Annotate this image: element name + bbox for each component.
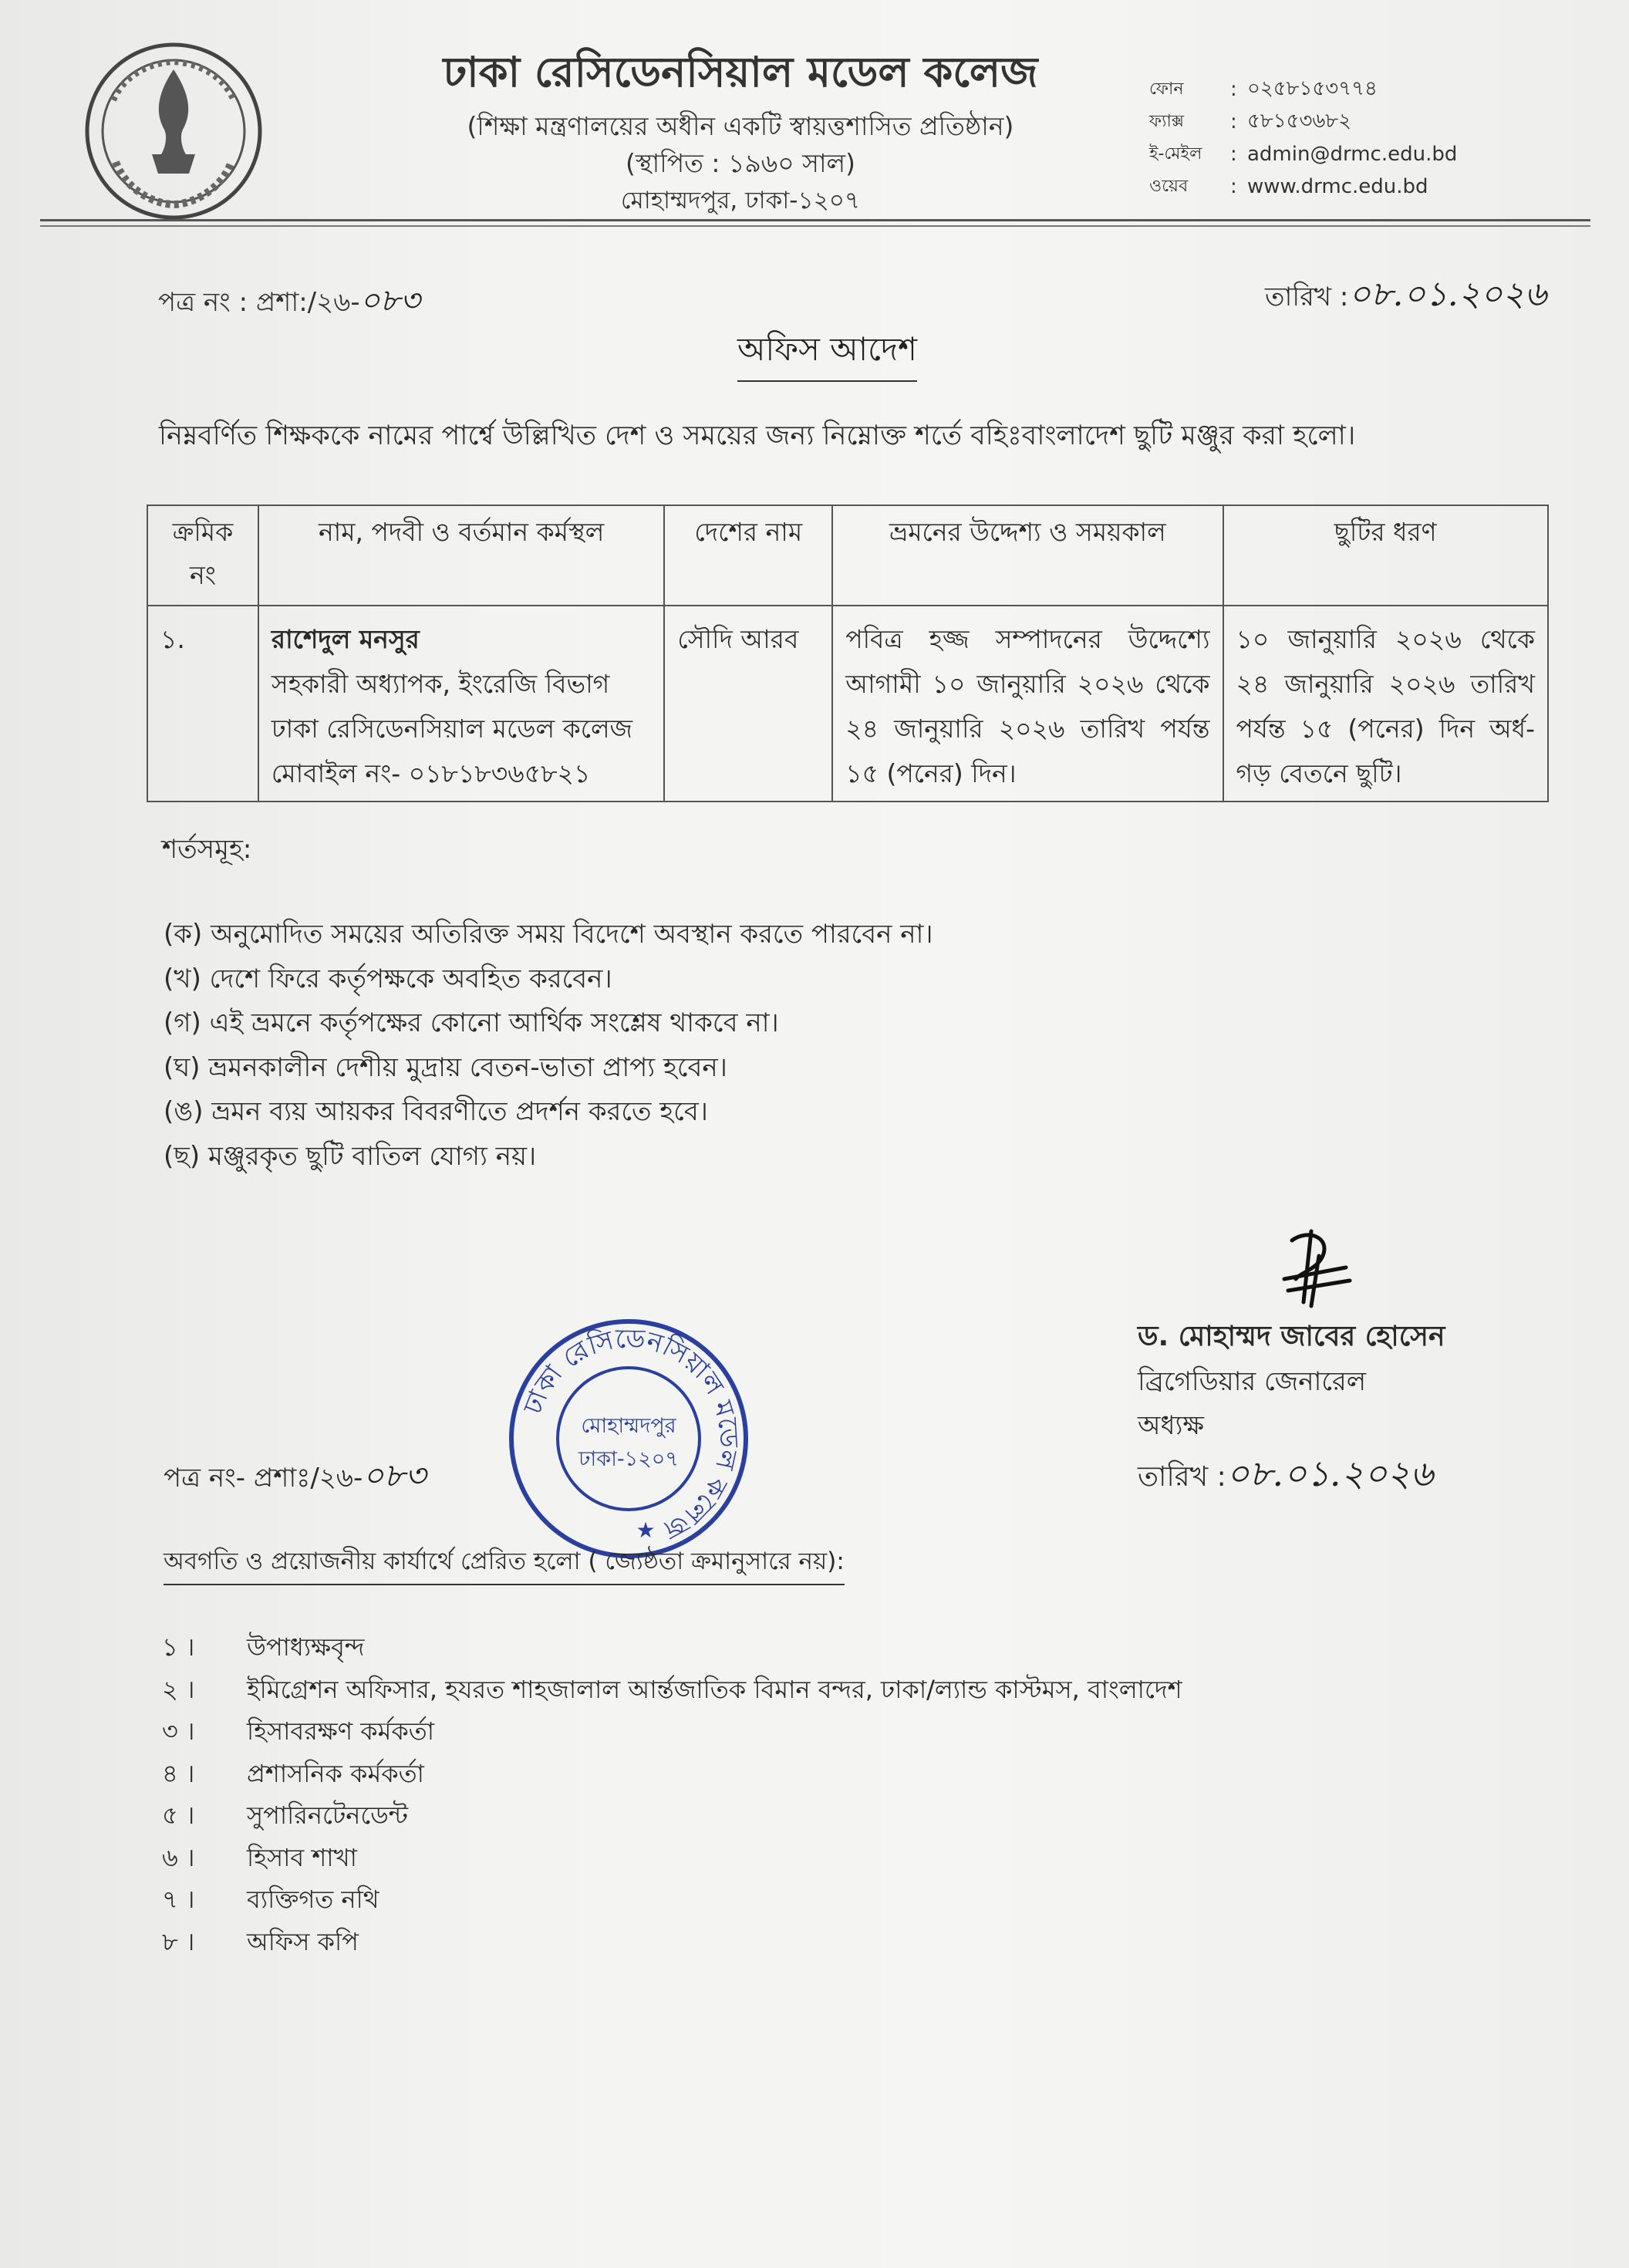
contact-block [1149, 73, 1519, 203]
signatory-post: অধ্যক্ষ [1138, 1410, 1204, 1441]
forwarding-heading: অবগতি ও প্রয়োজনীয় কার্যার্থে প্রেরিত হলো ( জ্যেষ্ঠতা ক্রমানুসারে নয়): [164, 1543, 845, 1585]
col-purpose: ভ্রমনের উদ্দেশ্য ও সময়কাল [832, 505, 1223, 606]
svg-text:★: ★ [636, 1517, 656, 1543]
list-item: ৪ । প্রশাসনিক কর্মকর্তা [162, 1758, 424, 1788]
cell-country: সৌদি আরব [664, 606, 832, 802]
col-country: দেশের নাম [664, 505, 832, 606]
contact-web: ওয়েব : www.drmc.edu.bd [1149, 175, 1428, 198]
office-order-title: অফিস আদেশ [737, 324, 917, 382]
conditions-heading: শর্তসমূহ: [162, 834, 252, 865]
teacher-workplace: ঢাকা রেসিডেনসিয়াল মডেল কলেজ [271, 714, 633, 744]
condition-item: (ঙ) ভ্রমন ব্যয় আয়কর বিবরণীতে প্রদর্শন করতে হবে। [164, 1096, 708, 1127]
leave-table [147, 505, 1549, 802]
cell-leave-type: ১০ জানুয়ারি ২০২৬ থেকে ২৪ জানুয়ারি ২০২৬ তারিখ পর্যন্ত ১৫ (পনের) দিন অর্ধ-গড় বেতনে ছুটি। [1223, 606, 1548, 802]
college-subtitle: (শিক্ষা মন্ত্রণালয়ের অধীন একটি স্বায়ত্তশাসিত প্রতিষ্ঠান) [467, 111, 1014, 141]
teacher-designation: সহকারী অধ্যাপক, ইংরেজি বিভাগ [271, 669, 610, 699]
table-row [147, 606, 1548, 802]
header-rule [40, 219, 1590, 221]
cell-serial: ১. [147, 606, 258, 802]
memo-date: তারিখ :০৮.০১.২০২৬ [1265, 275, 1547, 314]
list-item: ৭ । ব্যক্তিগত নথি [162, 1885, 379, 1914]
memo-number: পত্র নং : প্রশা:/২৬-০৮৩ [158, 283, 420, 319]
svg-text:মোহাম্মদপুর: মোহাম্মদপুর [581, 1414, 676, 1438]
college-name: ঢাকা রেসিডেনসিয়াল মডেল কলেজ [443, 48, 1038, 96]
table-header-row [147, 505, 1548, 606]
distribution-list [162, 1626, 1182, 1963]
col-serial: ক্রমিক নং [147, 505, 258, 606]
list-item: ৬ । হিসাব শাখা [162, 1842, 357, 1872]
condition-item: (ছ) মঞ্জুরকৃত ছুটি বাতিল যোগ্য নয়। [164, 1140, 537, 1172]
signatory-date: তারিখ :০৮.০১.২০২৬ [1138, 1453, 1434, 1494]
condition-item: (গ) এই ভ্রমনে কর্তৃপক্ষের কোনো আর্থিক সংশ্লেষ থাকবে না। [164, 1007, 779, 1038]
svg-text:ঢাকা-১২০৭: ঢাকা-১২০৭ [578, 1447, 679, 1471]
contact-fax: ফ্যাক্স : ৫৮১৫৩৬৮২ [1149, 110, 1352, 133]
list-item: ৩ । হিসাবরক্ষণ কর্মকর্তা [162, 1716, 435, 1746]
contact-email: ই-মেইল : admin@drmc.edu.bd [1149, 143, 1458, 166]
list-item: ১ । উপাধ্যক্ষবৃন্দ [162, 1632, 365, 1662]
college-established: (স্থাপিত : ১৯৬০ সাল) [625, 148, 856, 178]
list-item: ৫ । সুপারিনটেনডেন্ট [162, 1801, 408, 1830]
list-item: ৮ । অফিস কপি [162, 1926, 359, 1956]
intro-paragraph: নিম্নবর্ণিত শিক্ষককে নামের পার্শ্বে উল্লিখিত দেশ ও সময়ের জন্য নিম্নোক্ত শর্তে বহিঃবাংলাদেশ ছুটি মঞ্জুর করা হলো। [159, 420, 1356, 451]
college-logo [81, 39, 266, 224]
college-seal-stamp [505, 1315, 752, 1562]
signatory-rank: ব্রিগেডিয়ার জেনারেল [1138, 1366, 1367, 1397]
teacher-mobile: মোবাইল নং- ০১৮১৮৩৬৫৮২১ [271, 758, 591, 788]
signatory-name: ড. মোহাম্মদ জাবের হোসেন [1138, 1321, 1445, 1352]
col-leave-type: ছুটির ধরণ [1223, 505, 1548, 606]
condition-item: (খ) দেশে ফিরে কর্তৃপক্ষকে অবহিত করবেন। [164, 963, 612, 994]
condition-item: (ঘ) ভ্রমনকালীন দেশীয় মুদ্রায় বেতন-ভাতা প্রাপ্য হবেন। [164, 1051, 727, 1083]
header-rule-thin [40, 225, 1590, 227]
list-item: ২ । ইমিগ্রেশন অফিসার, হযরত শাহজালাল আর্ন্তজাতিক বিমান বন্দর, ঢাকা/ল্যান্ড কাস্টমস, বাংলাদেশ [162, 1674, 1182, 1704]
cell-name [258, 606, 664, 802]
col-name: নাম, পদবী ও বর্তমান কর্মস্থল [258, 505, 664, 606]
handwritten-signature [1269, 1225, 1361, 1310]
condition-item: (ক) অনুমোদিত সময়ের অতিরিক্ত সময় বিদেশে অবস্থান করতে পারবেন না। [164, 919, 933, 950]
cell-purpose: পবিত্র হজ্জ সম্পাদনের উদ্দেশ্যে আগামী ১০ জানুয়ারি ২০২৬ থেকে ২৪ জানুয়ারি ২০২৬ তারিখ পর্যন্ত ১৫ (পনের) দিন। [832, 606, 1223, 802]
college-address: মোহাম্মদপুর, ঢাকা-১২০৭ [620, 187, 861, 214]
teacher-name: রাশেদুল মনসুর [271, 624, 420, 654]
svg-text:ঢাকা রেসিডেনসিয়াল মডেল কলেজ: ঢাকা রেসিডেনসিয়াল মডেল কলেজ [518, 1323, 744, 1546]
conditions-list [164, 913, 933, 1179]
contact-phone: ফোন : ০২৫৮১৫৩৭৭৪ [1149, 77, 1378, 101]
memo-number-copy: পত্র নং- প্রশাঃ/২৬-০৮৩ [164, 1456, 427, 1494]
